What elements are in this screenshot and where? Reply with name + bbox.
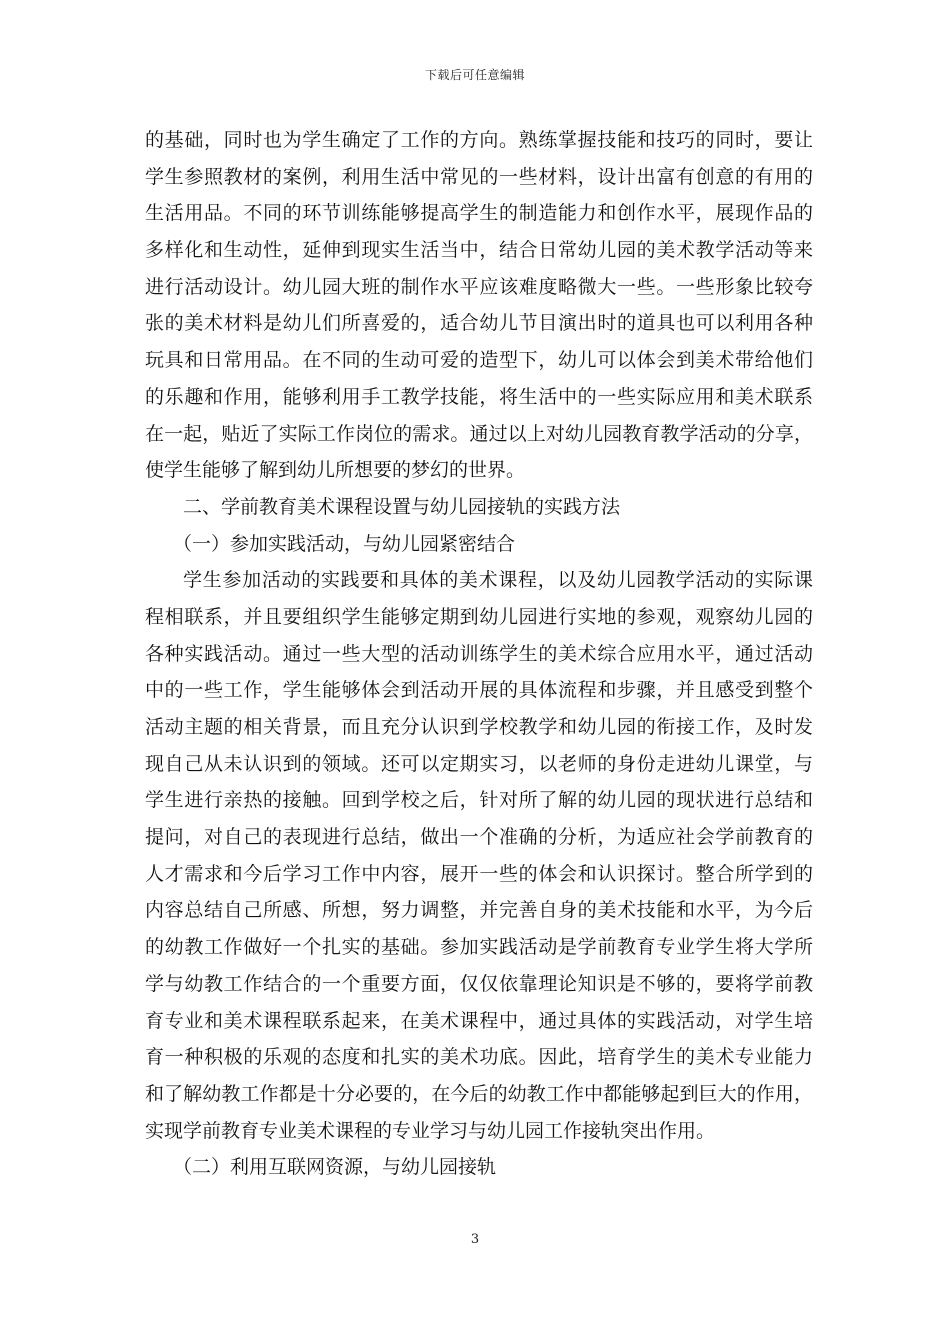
subsection-heading: （二）利用互联网资源，与幼儿园接轨 <box>173 1156 497 1179</box>
text-line: 学与幼教工作结合的一个重要方面，仅仅依靠理论知识是不够的，要将学前教 <box>145 972 813 995</box>
text-line: 使学生能够了解到幼儿所想要的梦幻的世界。 <box>145 459 526 482</box>
text-line: 学生参照教材的案例，利用生活中常见的一些材料，设计出富有创意的有用的 <box>145 165 813 188</box>
text-line: 和了解幼教工作都是十分必要的，在今后的幼教工作中都能够起到巨大的作用， <box>145 1082 813 1105</box>
section-heading: 二、学前教育美术课程设置与幼儿园接轨的实践方法 <box>183 495 621 518</box>
text-line: 多样化和生动性，延伸到现实生活当中，结合日常幼儿园的美术教学活动等来 <box>145 239 813 262</box>
text-line: 的基础，同时也为学生确定了工作的方向。熟练掌握技能和技巧的同时，要让 <box>145 129 813 151</box>
text-line: 生活用品。不同的环节训练能够提高学生的制造能力和创作水平，展现作品的 <box>145 202 813 225</box>
page-number: 3 <box>470 1232 480 1247</box>
text-line: 的乐趣和作用，能够利用手工教学技能，将生活中的一些实际应用和美术联系 <box>145 385 813 408</box>
text-line: 程相联系，并且要组织学生能够定期到幼儿园进行实地的参观，观察幼儿园的 <box>145 605 813 628</box>
text-line: 中的一些工作，学生能够体会到活动开展的具体流程和步骤，并且感受到整个 <box>145 679 813 702</box>
text-line: 现自己从未认识到的领域。还可以定期实习，以老师的身份走进幼儿课堂，与 <box>145 752 813 775</box>
text-line: 学生参加活动的实践要和具体的美术课程，以及幼儿园教学活动的实际课 <box>183 569 813 592</box>
text-line: 的幼教工作做好一个扎实的基础。参加实践活动是学前教育专业学生将大学所 <box>145 936 813 959</box>
text-line: 实现学前教育专业美术课程的专业学习与幼儿园工作接轨突出作用。 <box>145 1119 716 1142</box>
page-header: 下载后可任意编辑 <box>424 68 525 82</box>
text-line: 张的美术材料是幼儿们所喜爱的，适合幼儿节目演出时的道具也可以利用各种 <box>145 312 813 335</box>
text-line: 提问，对自己的表现进行总结，做出一个准确的分析，为适应社会学前教育的 <box>145 826 813 849</box>
text-line: 学生进行亲热的接触。回到学校之后，针对所了解的幼儿园的现状进行总结和 <box>145 789 813 812</box>
text-line: 进行活动设计。幼儿园大班的制作水平应该难度略微大一些。一些形象比较夸 <box>145 275 813 298</box>
text-line: 内容总结自己所感、所想，努力调整，并完善自身的美术技能和水平，为今后 <box>145 899 813 922</box>
text-line: 育专业和美术课程联系起来，在美术课程中，通过具体的实践活动，对学生培 <box>145 1009 813 1032</box>
body-text <box>145 122 813 1186</box>
text-line: 玩具和日常用品。在不同的生动可爱的造型下，幼儿可以体会到美术带给他们 <box>145 349 813 372</box>
text-line: 在一起，贴近了实际工作岗位的需求。通过以上对幼儿园教育教学活动的分享， <box>145 422 813 445</box>
subsection-heading: （一）参加实践活动，与幼儿园紧密结合 <box>173 532 516 555</box>
text-line: 人才需求和今后学习工作中内容，展开一些的体会和认识探讨。整合所学到的 <box>145 862 813 885</box>
text-line: 各种实践活动。通过一些大型的活动训练学生的美术综合应用水平，通过活动 <box>145 642 813 665</box>
text-line: 活动主题的相关背景，而且充分认识到学校教学和幼儿园的衔接工作，及时发 <box>145 716 813 738</box>
text-line: 育一种积极的乐观的态度和扎实的美术功底。因此，培育学生的美术专业能力 <box>145 1046 813 1069</box>
